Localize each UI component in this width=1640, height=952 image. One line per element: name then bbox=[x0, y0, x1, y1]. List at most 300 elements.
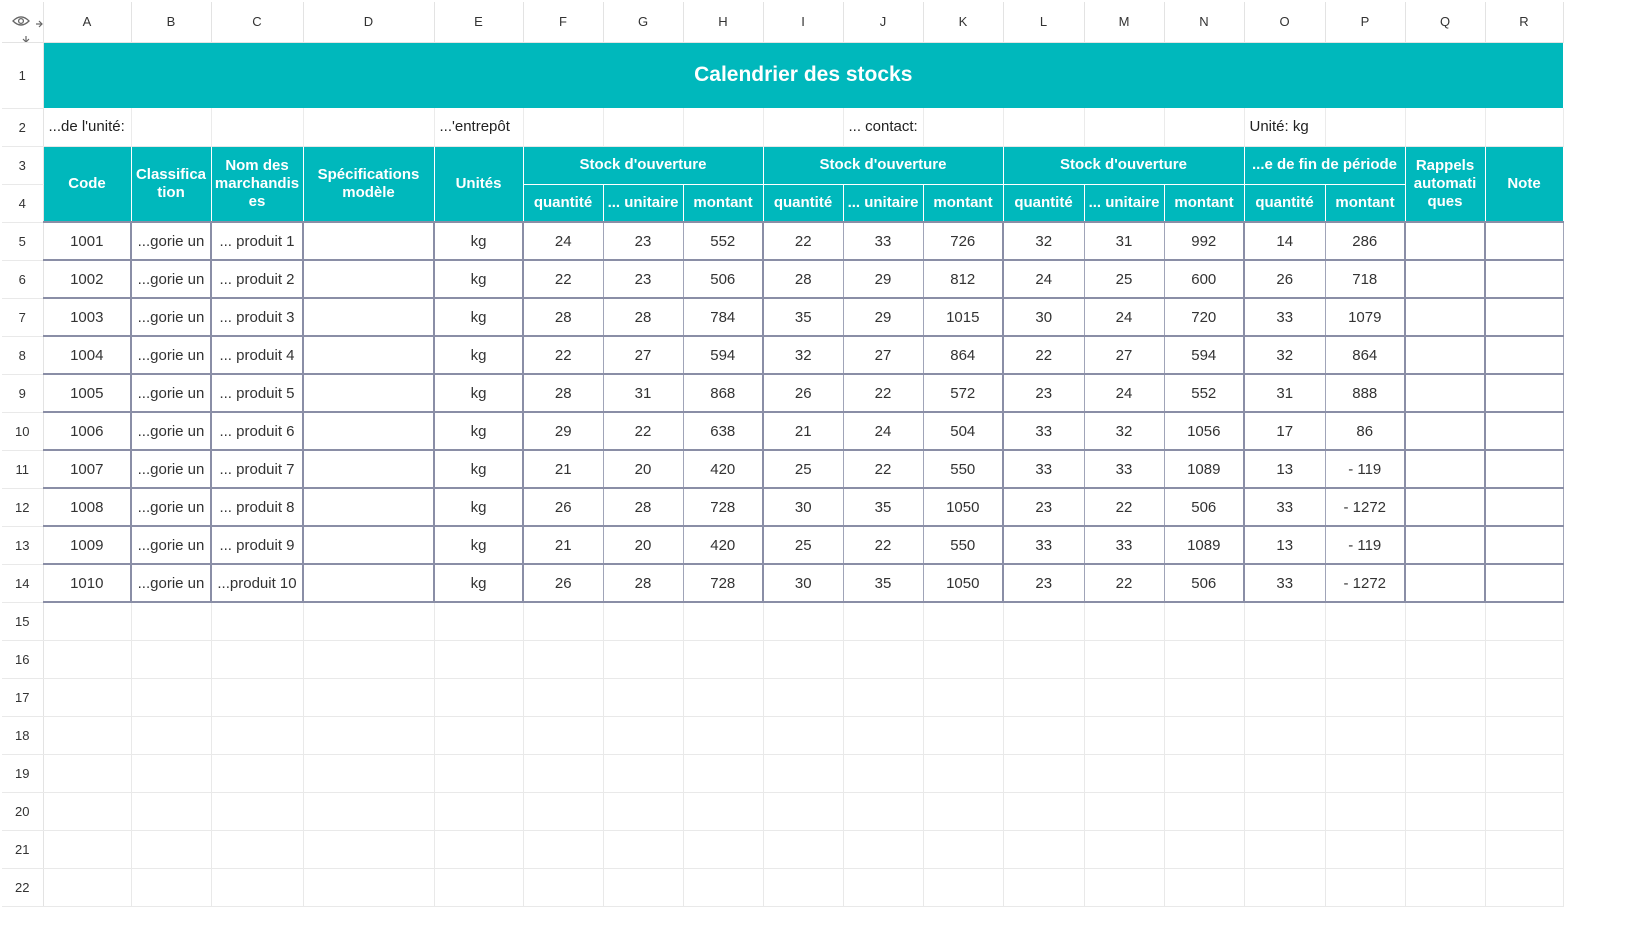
empty-cell[interactable] bbox=[303, 640, 434, 678]
data-cell[interactable]: ... produit 8 bbox=[211, 488, 303, 526]
empty-cell[interactable] bbox=[763, 640, 843, 678]
row-header[interactable]: 2 bbox=[2, 108, 43, 146]
empty-cell[interactable] bbox=[211, 716, 303, 754]
empty-cell[interactable] bbox=[1244, 792, 1325, 830]
empty-cell[interactable] bbox=[1164, 754, 1244, 792]
cell[interactable] bbox=[1485, 108, 1563, 146]
sheet-title[interactable]: Calendrier des stocks bbox=[43, 42, 1563, 108]
data-cell[interactable]: 27 bbox=[843, 336, 923, 374]
data-cell[interactable]: 28 bbox=[603, 298, 683, 336]
column-header-i[interactable]: I bbox=[763, 2, 843, 42]
data-cell[interactable]: 718 bbox=[1325, 260, 1405, 298]
data-cell[interactable]: 26 bbox=[1244, 260, 1325, 298]
data-cell[interactable]: 28 bbox=[763, 260, 843, 298]
empty-cell[interactable] bbox=[211, 830, 303, 868]
data-cell[interactable]: 17 bbox=[1244, 412, 1325, 450]
data-cell[interactable]: - 1272 bbox=[1325, 564, 1405, 602]
data-cell[interactable]: 600 bbox=[1164, 260, 1244, 298]
empty-cell[interactable] bbox=[131, 754, 211, 792]
data-cell[interactable]: 22 bbox=[843, 526, 923, 564]
empty-cell[interactable] bbox=[1485, 830, 1563, 868]
cell[interactable] bbox=[923, 108, 1003, 146]
empty-cell[interactable] bbox=[303, 830, 434, 868]
row-header[interactable]: 11 bbox=[2, 450, 43, 488]
data-cell[interactable]: ... produit 4 bbox=[211, 336, 303, 374]
column-header-k[interactable]: K bbox=[923, 2, 1003, 42]
empty-cell[interactable] bbox=[434, 792, 523, 830]
data-cell[interactable]: 550 bbox=[923, 526, 1003, 564]
data-cell[interactable]: 720 bbox=[1164, 298, 1244, 336]
info-cell[interactable]: ... contact: bbox=[843, 108, 923, 146]
data-cell[interactable]: - 119 bbox=[1325, 526, 1405, 564]
empty-cell[interactable] bbox=[1003, 868, 1084, 906]
data-cell[interactable]: ... produit 5 bbox=[211, 374, 303, 412]
data-cell[interactable] bbox=[303, 222, 434, 260]
empty-cell[interactable] bbox=[843, 792, 923, 830]
cell[interactable] bbox=[1325, 108, 1405, 146]
empty-cell[interactable] bbox=[434, 602, 523, 640]
empty-cell[interactable] bbox=[1485, 868, 1563, 906]
empty-cell[interactable] bbox=[1003, 830, 1084, 868]
empty-cell[interactable] bbox=[683, 678, 763, 716]
cell[interactable] bbox=[211, 108, 303, 146]
data-cell[interactable]: ...gorie un bbox=[131, 374, 211, 412]
empty-cell[interactable] bbox=[434, 716, 523, 754]
data-cell[interactable] bbox=[1485, 564, 1563, 602]
subheader-cell[interactable]: quantité bbox=[1003, 184, 1084, 222]
row-header[interactable]: 16 bbox=[2, 640, 43, 678]
data-cell[interactable]: 25 bbox=[763, 450, 843, 488]
empty-cell[interactable] bbox=[1003, 716, 1084, 754]
data-cell[interactable]: 32 bbox=[1003, 222, 1084, 260]
empty-cell[interactable] bbox=[763, 830, 843, 868]
data-cell[interactable]: 888 bbox=[1325, 374, 1405, 412]
data-cell[interactable]: 26 bbox=[523, 564, 603, 602]
data-cell[interactable]: 31 bbox=[1084, 222, 1164, 260]
empty-cell[interactable] bbox=[1084, 868, 1164, 906]
empty-cell[interactable] bbox=[1405, 640, 1485, 678]
data-cell[interactable]: 28 bbox=[523, 374, 603, 412]
empty-cell[interactable] bbox=[843, 602, 923, 640]
empty-cell[interactable] bbox=[1244, 678, 1325, 716]
data-cell[interactable]: 33 bbox=[1244, 298, 1325, 336]
data-cell[interactable]: ...gorie un bbox=[131, 412, 211, 450]
empty-cell[interactable] bbox=[131, 602, 211, 640]
header-classification[interactable]: Classifica tion bbox=[131, 146, 211, 222]
column-header-m[interactable]: M bbox=[1084, 2, 1164, 42]
data-cell[interactable]: 22 bbox=[523, 260, 603, 298]
data-cell[interactable]: 30 bbox=[763, 488, 843, 526]
data-cell[interactable]: 506 bbox=[683, 260, 763, 298]
empty-cell[interactable] bbox=[683, 754, 763, 792]
cell[interactable] bbox=[1084, 108, 1164, 146]
data-cell[interactable]: 26 bbox=[523, 488, 603, 526]
empty-cell[interactable] bbox=[923, 754, 1003, 792]
data-cell[interactable]: kg bbox=[434, 450, 523, 488]
data-cell[interactable]: ...gorie un bbox=[131, 298, 211, 336]
data-cell[interactable]: 22 bbox=[523, 336, 603, 374]
data-cell[interactable]: 22 bbox=[1084, 564, 1164, 602]
data-cell[interactable]: 29 bbox=[843, 260, 923, 298]
empty-cell[interactable] bbox=[1485, 602, 1563, 640]
data-cell[interactable]: 33 bbox=[1244, 488, 1325, 526]
empty-cell[interactable] bbox=[43, 868, 131, 906]
row-header[interactable]: 13 bbox=[2, 526, 43, 564]
data-cell[interactable]: ... produit 3 bbox=[211, 298, 303, 336]
empty-cell[interactable] bbox=[211, 792, 303, 830]
subheader-cell[interactable]: ... unitaire bbox=[843, 184, 923, 222]
data-cell[interactable]: 21 bbox=[523, 450, 603, 488]
data-cell[interactable]: 23 bbox=[1003, 564, 1084, 602]
data-cell[interactable] bbox=[1405, 412, 1485, 450]
subheader-cell[interactable]: quantité bbox=[1244, 184, 1325, 222]
data-cell[interactable] bbox=[1405, 336, 1485, 374]
empty-cell[interactable] bbox=[1084, 716, 1164, 754]
data-cell[interactable]: kg bbox=[434, 374, 523, 412]
empty-cell[interactable] bbox=[434, 678, 523, 716]
data-cell[interactable]: 22 bbox=[843, 450, 923, 488]
header-reminders[interactable]: Rappels automati ques bbox=[1405, 146, 1485, 222]
data-cell[interactable]: 552 bbox=[683, 222, 763, 260]
empty-cell[interactable] bbox=[211, 602, 303, 640]
data-cell[interactable] bbox=[1485, 488, 1563, 526]
data-cell[interactable]: 23 bbox=[603, 260, 683, 298]
subheader-cell[interactable]: ... unitaire bbox=[603, 184, 683, 222]
empty-cell[interactable] bbox=[43, 754, 131, 792]
data-cell[interactable]: 32 bbox=[1084, 412, 1164, 450]
data-cell[interactable]: 868 bbox=[683, 374, 763, 412]
data-cell[interactable]: 33 bbox=[1244, 564, 1325, 602]
data-cell[interactable] bbox=[1405, 222, 1485, 260]
empty-cell[interactable] bbox=[434, 830, 523, 868]
data-cell[interactable]: 14 bbox=[1244, 222, 1325, 260]
data-cell[interactable]: 23 bbox=[603, 222, 683, 260]
data-cell[interactable] bbox=[1485, 412, 1563, 450]
empty-cell[interactable] bbox=[303, 792, 434, 830]
data-cell[interactable]: 33 bbox=[1084, 526, 1164, 564]
header-group-opening-1[interactable]: Stock d'ouverture bbox=[523, 146, 763, 184]
data-cell[interactable]: ...gorie un bbox=[131, 222, 211, 260]
empty-cell[interactable] bbox=[683, 602, 763, 640]
data-cell[interactable]: ... produit 1 bbox=[211, 222, 303, 260]
subheader-cell[interactable]: montant bbox=[1325, 184, 1405, 222]
data-cell[interactable]: 1002 bbox=[43, 260, 131, 298]
empty-cell[interactable] bbox=[683, 830, 763, 868]
data-cell[interactable]: ...gorie un bbox=[131, 488, 211, 526]
row-header[interactable]: 14 bbox=[2, 564, 43, 602]
empty-cell[interactable] bbox=[1164, 602, 1244, 640]
info-cell[interactable]: ...de l'unité: bbox=[43, 108, 131, 146]
data-cell[interactable]: 638 bbox=[683, 412, 763, 450]
cell[interactable] bbox=[603, 108, 683, 146]
data-cell[interactable]: 1003 bbox=[43, 298, 131, 336]
data-cell[interactable] bbox=[1405, 450, 1485, 488]
data-cell[interactable]: 33 bbox=[1084, 450, 1164, 488]
empty-cell[interactable] bbox=[131, 868, 211, 906]
empty-cell[interactable] bbox=[923, 602, 1003, 640]
empty-cell[interactable] bbox=[1405, 792, 1485, 830]
data-cell[interactable]: 33 bbox=[1003, 412, 1084, 450]
empty-cell[interactable] bbox=[1485, 792, 1563, 830]
empty-cell[interactable] bbox=[603, 868, 683, 906]
column-header-a[interactable]: A bbox=[43, 2, 131, 42]
data-cell[interactable]: 552 bbox=[1164, 374, 1244, 412]
data-cell[interactable]: kg bbox=[434, 488, 523, 526]
data-cell[interactable]: 420 bbox=[683, 450, 763, 488]
empty-cell[interactable] bbox=[1003, 792, 1084, 830]
column-header-c[interactable]: C bbox=[211, 2, 303, 42]
empty-cell[interactable] bbox=[763, 716, 843, 754]
empty-cell[interactable] bbox=[43, 602, 131, 640]
row-header[interactable]: 19 bbox=[2, 754, 43, 792]
data-cell[interactable]: 32 bbox=[763, 336, 843, 374]
empty-cell[interactable] bbox=[1003, 754, 1084, 792]
row-header[interactable]: 18 bbox=[2, 716, 43, 754]
empty-cell[interactable] bbox=[763, 792, 843, 830]
empty-cell[interactable] bbox=[1084, 830, 1164, 868]
empty-cell[interactable] bbox=[763, 868, 843, 906]
data-cell[interactable]: 1056 bbox=[1164, 412, 1244, 450]
empty-cell[interactable] bbox=[843, 640, 923, 678]
column-header-e[interactable]: E bbox=[434, 2, 523, 42]
data-cell[interactable] bbox=[1405, 526, 1485, 564]
data-cell[interactable]: 728 bbox=[683, 488, 763, 526]
empty-cell[interactable] bbox=[303, 716, 434, 754]
data-cell[interactable]: 1050 bbox=[923, 564, 1003, 602]
empty-cell[interactable] bbox=[683, 792, 763, 830]
cell[interactable] bbox=[131, 108, 211, 146]
row-header[interactable]: 10 bbox=[2, 412, 43, 450]
empty-cell[interactable] bbox=[603, 716, 683, 754]
row-header[interactable]: 8 bbox=[2, 336, 43, 374]
data-cell[interactable]: 24 bbox=[523, 222, 603, 260]
data-cell[interactable]: 27 bbox=[1084, 336, 1164, 374]
data-cell[interactable]: 572 bbox=[923, 374, 1003, 412]
data-cell[interactable] bbox=[1485, 336, 1563, 374]
empty-cell[interactable] bbox=[923, 868, 1003, 906]
data-cell[interactable] bbox=[1405, 260, 1485, 298]
empty-cell[interactable] bbox=[1244, 868, 1325, 906]
column-header-o[interactable]: O bbox=[1244, 2, 1325, 42]
empty-cell[interactable] bbox=[1164, 678, 1244, 716]
data-cell[interactable]: 1006 bbox=[43, 412, 131, 450]
empty-cell[interactable] bbox=[1405, 678, 1485, 716]
data-cell[interactable]: ... produit 7 bbox=[211, 450, 303, 488]
data-cell[interactable]: ... produit 2 bbox=[211, 260, 303, 298]
eye-icon[interactable] bbox=[12, 15, 30, 27]
freeze-column-icon[interactable] bbox=[35, 16, 43, 32]
empty-cell[interactable] bbox=[763, 754, 843, 792]
subheader-cell[interactable]: montant bbox=[1164, 184, 1244, 222]
data-cell[interactable]: 33 bbox=[1003, 526, 1084, 564]
empty-cell[interactable] bbox=[523, 754, 603, 792]
empty-cell[interactable] bbox=[43, 640, 131, 678]
subheader-cell[interactable]: quantité bbox=[523, 184, 603, 222]
empty-cell[interactable] bbox=[434, 640, 523, 678]
data-cell[interactable]: 21 bbox=[763, 412, 843, 450]
subheader-cell[interactable]: quantité bbox=[763, 184, 843, 222]
data-cell[interactable]: 1015 bbox=[923, 298, 1003, 336]
data-cell[interactable]: 728 bbox=[683, 564, 763, 602]
empty-cell[interactable] bbox=[434, 868, 523, 906]
data-cell[interactable]: ...gorie un bbox=[131, 260, 211, 298]
header-code[interactable]: Code bbox=[43, 146, 131, 222]
data-cell[interactable]: 594 bbox=[683, 336, 763, 374]
empty-cell[interactable] bbox=[683, 868, 763, 906]
empty-cell[interactable] bbox=[843, 716, 923, 754]
empty-cell[interactable] bbox=[1325, 830, 1405, 868]
data-cell[interactable]: 22 bbox=[763, 222, 843, 260]
data-cell[interactable] bbox=[303, 450, 434, 488]
subheader-cell[interactable]: montant bbox=[923, 184, 1003, 222]
empty-cell[interactable] bbox=[1325, 602, 1405, 640]
cell[interactable] bbox=[1164, 108, 1244, 146]
empty-cell[interactable] bbox=[1485, 640, 1563, 678]
empty-cell[interactable] bbox=[1244, 716, 1325, 754]
data-cell[interactable]: kg bbox=[434, 526, 523, 564]
header-specifications[interactable]: Spécifications modèle bbox=[303, 146, 434, 222]
column-header-g[interactable]: G bbox=[603, 2, 683, 42]
data-cell[interactable] bbox=[303, 298, 434, 336]
empty-cell[interactable] bbox=[1084, 792, 1164, 830]
data-cell[interactable] bbox=[1485, 298, 1563, 336]
data-cell[interactable]: 20 bbox=[603, 526, 683, 564]
empty-cell[interactable] bbox=[843, 868, 923, 906]
empty-cell[interactable] bbox=[843, 830, 923, 868]
data-cell[interactable]: - 1272 bbox=[1325, 488, 1405, 526]
empty-cell[interactable] bbox=[303, 754, 434, 792]
empty-cell[interactable] bbox=[683, 640, 763, 678]
data-cell[interactable]: 35 bbox=[843, 564, 923, 602]
data-cell[interactable]: 784 bbox=[683, 298, 763, 336]
empty-cell[interactable] bbox=[1003, 640, 1084, 678]
empty-cell[interactable] bbox=[1164, 716, 1244, 754]
empty-cell[interactable] bbox=[523, 830, 603, 868]
row-header[interactable]: 7 bbox=[2, 298, 43, 336]
data-cell[interactable] bbox=[1405, 488, 1485, 526]
data-cell[interactable] bbox=[303, 488, 434, 526]
empty-cell[interactable] bbox=[1244, 602, 1325, 640]
data-cell[interactable]: kg bbox=[434, 336, 523, 374]
empty-cell[interactable] bbox=[523, 868, 603, 906]
column-header-f[interactable]: F bbox=[523, 2, 603, 42]
empty-cell[interactable] bbox=[523, 678, 603, 716]
header-units[interactable]: Unités bbox=[434, 146, 523, 222]
empty-cell[interactable] bbox=[1244, 640, 1325, 678]
empty-cell[interactable] bbox=[1485, 754, 1563, 792]
empty-cell[interactable] bbox=[211, 640, 303, 678]
data-cell[interactable]: 32 bbox=[1244, 336, 1325, 374]
data-cell[interactable] bbox=[303, 526, 434, 564]
cell[interactable] bbox=[683, 108, 763, 146]
data-cell[interactable] bbox=[303, 260, 434, 298]
data-cell[interactable]: 31 bbox=[1244, 374, 1325, 412]
empty-cell[interactable] bbox=[1244, 754, 1325, 792]
empty-cell[interactable] bbox=[1325, 868, 1405, 906]
row-header[interactable]: 1 bbox=[2, 42, 43, 108]
data-cell[interactable]: 864 bbox=[923, 336, 1003, 374]
empty-cell[interactable] bbox=[603, 830, 683, 868]
header-note[interactable]: Note bbox=[1485, 146, 1563, 222]
data-cell[interactable]: 1089 bbox=[1164, 526, 1244, 564]
data-cell[interactable]: 504 bbox=[923, 412, 1003, 450]
column-header-j[interactable]: J bbox=[843, 2, 923, 42]
empty-cell[interactable] bbox=[1405, 602, 1485, 640]
data-cell[interactable]: 25 bbox=[1084, 260, 1164, 298]
empty-cell[interactable] bbox=[1405, 868, 1485, 906]
empty-cell[interactable] bbox=[603, 754, 683, 792]
data-cell[interactable]: 26 bbox=[763, 374, 843, 412]
header-product-name[interactable]: Nom des marchandis es bbox=[211, 146, 303, 222]
empty-cell[interactable] bbox=[603, 792, 683, 830]
data-cell[interactable]: 726 bbox=[923, 222, 1003, 260]
data-cell[interactable]: 28 bbox=[603, 564, 683, 602]
empty-cell[interactable] bbox=[1405, 830, 1485, 868]
empty-cell[interactable] bbox=[1244, 830, 1325, 868]
data-cell[interactable]: 22 bbox=[1003, 336, 1084, 374]
row-header[interactable]: 21 bbox=[2, 830, 43, 868]
data-cell[interactable]: 35 bbox=[843, 488, 923, 526]
empty-cell[interactable] bbox=[211, 868, 303, 906]
column-header-r[interactable]: R bbox=[1485, 2, 1563, 42]
empty-cell[interactable] bbox=[923, 792, 1003, 830]
data-cell[interactable] bbox=[303, 336, 434, 374]
empty-cell[interactable] bbox=[763, 678, 843, 716]
data-cell[interactable]: kg bbox=[434, 564, 523, 602]
empty-cell[interactable] bbox=[1325, 716, 1405, 754]
data-cell[interactable] bbox=[303, 374, 434, 412]
data-cell[interactable]: 25 bbox=[763, 526, 843, 564]
data-cell[interactable] bbox=[303, 412, 434, 450]
data-cell[interactable]: 28 bbox=[523, 298, 603, 336]
data-cell[interactable]: 594 bbox=[1164, 336, 1244, 374]
data-cell[interactable]: 1007 bbox=[43, 450, 131, 488]
data-cell[interactable] bbox=[1485, 526, 1563, 564]
empty-cell[interactable] bbox=[1164, 830, 1244, 868]
empty-cell[interactable] bbox=[131, 678, 211, 716]
data-cell[interactable] bbox=[1485, 450, 1563, 488]
empty-cell[interactable] bbox=[1325, 792, 1405, 830]
subheader-cell[interactable]: ... unitaire bbox=[1084, 184, 1164, 222]
data-cell[interactable]: 29 bbox=[523, 412, 603, 450]
data-cell[interactable]: 86 bbox=[1325, 412, 1405, 450]
data-cell[interactable]: kg bbox=[434, 260, 523, 298]
data-cell[interactable] bbox=[1405, 298, 1485, 336]
data-cell[interactable] bbox=[303, 564, 434, 602]
data-cell[interactable] bbox=[1485, 222, 1563, 260]
empty-cell[interactable] bbox=[523, 640, 603, 678]
empty-cell[interactable] bbox=[303, 868, 434, 906]
data-cell[interactable]: 1009 bbox=[43, 526, 131, 564]
empty-cell[interactable] bbox=[1164, 640, 1244, 678]
row-header[interactable]: 3 bbox=[2, 146, 43, 184]
header-group-end-of-period[interactable]: ...e de fin de période bbox=[1244, 146, 1405, 184]
data-cell[interactable]: 24 bbox=[1003, 260, 1084, 298]
data-cell[interactable]: kg bbox=[434, 412, 523, 450]
column-header-l[interactable]: L bbox=[1003, 2, 1084, 42]
header-group-opening-2[interactable]: Stock d'ouverture bbox=[763, 146, 1003, 184]
data-cell[interactable] bbox=[1485, 374, 1563, 412]
column-header-d[interactable]: D bbox=[303, 2, 434, 42]
empty-cell[interactable] bbox=[1405, 754, 1485, 792]
empty-cell[interactable] bbox=[1084, 754, 1164, 792]
data-cell[interactable]: 22 bbox=[603, 412, 683, 450]
data-cell[interactable]: 1010 bbox=[43, 564, 131, 602]
data-cell[interactable]: 21 bbox=[523, 526, 603, 564]
empty-cell[interactable] bbox=[43, 678, 131, 716]
empty-cell[interactable] bbox=[131, 640, 211, 678]
empty-cell[interactable] bbox=[843, 754, 923, 792]
